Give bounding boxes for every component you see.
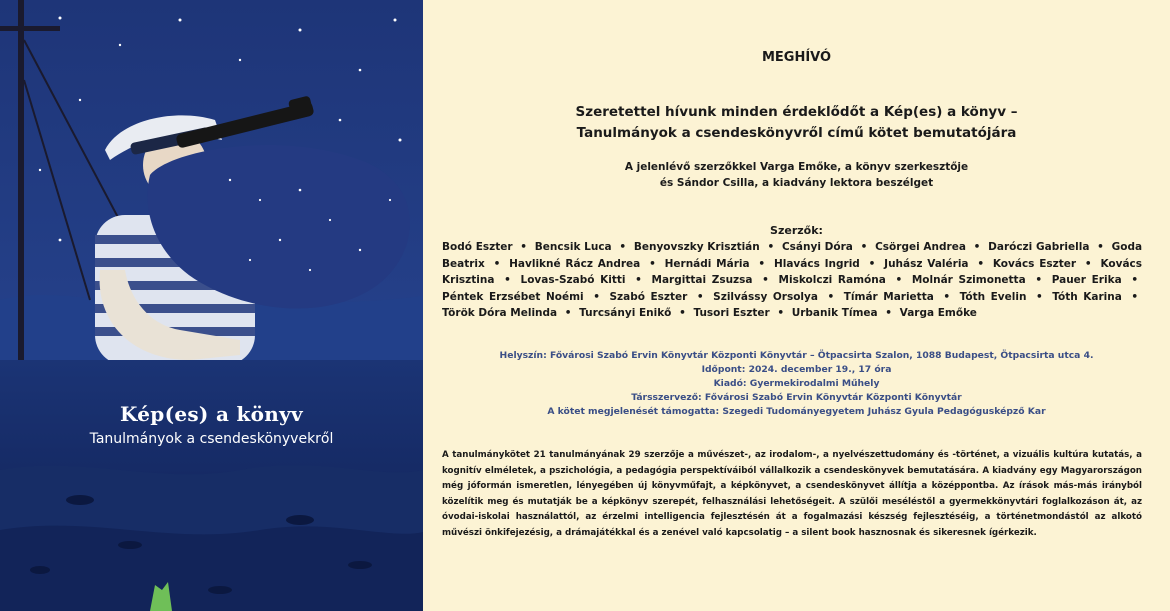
author-separator: •	[619, 241, 627, 253]
description-paragraph: A tanulmánykötet 21 tanulmányának 29 szerzője a művészet-, az irodalom-, a nyelvészettudomány és -történet, a vizuális kultúra kutatás, a kognitív elméletek, a pszichológia, a pedagógia perspektíváiból vállalkozik a csendeskönyvek bemutatására. A kiadvány egy Magyarországon még jóformán ismeretlen, lényegében új könyvműfajt, a képkönyvet, a csendeskönyvet állítja a középpontba. Az írások más-más irányból közelítik meg és mutatják be a képkönyv szerepét, felhasználási lehetőségeit. A szülői meséléstől a gyermekkönyvtári foglalkozáson át, az óvodai-iskolai használattól, az érzelmi intelligencia fejlesztésén át a fogalmazási készség fejlesztéséig, a történetmondástól az alkotó művészi önkifejezésig, a drámajátékkal és a zenével való kapcsolatig – a silent book hasznosnak és sikeresnek ígérkezik.	[442, 450, 1142, 538]
cover-illustration	[0, 0, 423, 611]
sub-line-1: A jelenlévő szerzőkkel Varga Emőke, a könyv szerkesztője	[624, 161, 969, 173]
event-support: A kötet megjelenését támogatta: Szegedi Tudományegyetem Juhász Gyula Pedagógusképző Kar	[547, 406, 1046, 417]
author-name: Miskolczi Ramóna	[778, 274, 886, 287]
author-name: Daróczi Gabriella	[988, 241, 1090, 253]
invitation-subheading	[463, 159, 1130, 191]
author-name: Kovács Krisztina	[442, 257, 1143, 287]
author-separator: •	[977, 257, 985, 270]
author-separator: •	[1131, 274, 1139, 287]
author-name: Csányi Dóra	[781, 241, 853, 253]
author-name: Hlavács Ingrid	[773, 257, 860, 270]
author-separator: •	[1084, 257, 1092, 270]
lead-line-2: Tanulmányok a csendeskönyvről című kötet bemutatójára	[576, 125, 1017, 141]
invitation-lead	[463, 102, 1130, 144]
author-name: Tusori Eszter	[693, 307, 770, 320]
author-name: Bencsik Luca	[534, 241, 612, 253]
author-separator: •	[1131, 290, 1139, 303]
author-separator: •	[504, 274, 511, 287]
author-name: Török Dóra Melinda	[442, 307, 558, 320]
author-name: Turcsányi Enikő	[579, 307, 672, 320]
author-name: Margittai Zsuzsa	[651, 274, 753, 287]
author-name: Szabó Eszter	[609, 290, 688, 303]
author-separator: •	[758, 257, 766, 270]
authors-list	[442, 239, 1142, 322]
event-co-organizer: Társszervező: Fővárosi Szabó Ervin Könyvtár Központi Könyvtár	[631, 392, 962, 403]
author-separator: •	[679, 307, 686, 320]
author-separator: •	[696, 290, 704, 303]
author-separator: •	[885, 307, 893, 320]
author-name: Juhász Valéria	[884, 257, 969, 270]
author-separator: •	[767, 241, 775, 253]
event-time: Időpont: 2024. december 19., 17 óra	[701, 364, 892, 375]
author-separator: •	[827, 290, 835, 303]
author-name: Hernádi Mária	[664, 257, 750, 270]
author-name: Tóth Karina	[1052, 290, 1122, 303]
author-separator: •	[564, 307, 572, 320]
author-separator: •	[635, 274, 642, 287]
author-name: Tímár Marietta	[843, 290, 934, 303]
author-name: Szilvássy Orsolya	[713, 290, 818, 303]
author-name: Havlikné Rácz Andrea	[509, 257, 641, 270]
author-name: Varga Emőke	[899, 307, 977, 320]
author-name: Tóth Evelin	[959, 290, 1027, 303]
book-cover	[0, 0, 423, 611]
author-separator: •	[762, 274, 769, 287]
sub-line-2: és Sándor Csilla, a kiadvány lektora beszélget	[659, 177, 934, 189]
author-separator: •	[1036, 290, 1043, 303]
cover-subtitle: Tanulmányok a csendeskönyvekről	[89, 431, 334, 447]
author-separator: •	[777, 307, 785, 320]
author-separator: •	[973, 241, 981, 253]
invitation-heading: MEGHÍVÓ	[761, 50, 832, 65]
event-location: Helyszín: Fővárosi Szabó Ervin Könyvtár Központi Könyvtár – Ötpacsirta Szalon, 1088 Budapest, Ötpacsirta utca 4.	[499, 350, 1094, 361]
author-separator: •	[649, 257, 656, 270]
author-separator: •	[493, 257, 501, 270]
author-separator: •	[1097, 241, 1104, 253]
cover-title: Kép(es) a könyv	[120, 402, 303, 426]
event-publisher: Kiadó: Gyermekirodalmi Műhely	[713, 378, 880, 389]
author-separator: •	[593, 290, 600, 303]
author-name: Urbanik Tímea	[791, 307, 878, 320]
author-name: Benyovszky Krisztián	[633, 241, 760, 253]
author-separator: •	[895, 274, 903, 287]
author-name: Pauer Erika	[1051, 274, 1122, 287]
author-separator: •	[943, 290, 951, 303]
author-separator: •	[860, 241, 868, 253]
author-name: Lovas-Szabó Kitti	[520, 274, 626, 287]
author-name: Péntek Erzsébet Noémi	[442, 290, 584, 303]
event-details	[423, 349, 1170, 419]
author-name: Bodó Eszter	[442, 241, 513, 253]
authors-title: Szerzők:	[770, 224, 823, 237]
author-separator: •	[868, 257, 876, 270]
lead-line-1: Szeretettel hívunk minden érdeklődőt a Kép(es) a könyv –	[575, 104, 1018, 120]
author-name: Kovács Eszter	[992, 257, 1077, 270]
author-separator: •	[520, 241, 528, 253]
author-name: Molnár Szimonetta	[911, 274, 1026, 287]
author-name: Csörgei Andrea	[875, 241, 966, 253]
author-name: Goda Beatrix	[442, 241, 1143, 270]
author-separator: •	[1035, 274, 1043, 287]
invitation-panel	[423, 0, 1170, 611]
